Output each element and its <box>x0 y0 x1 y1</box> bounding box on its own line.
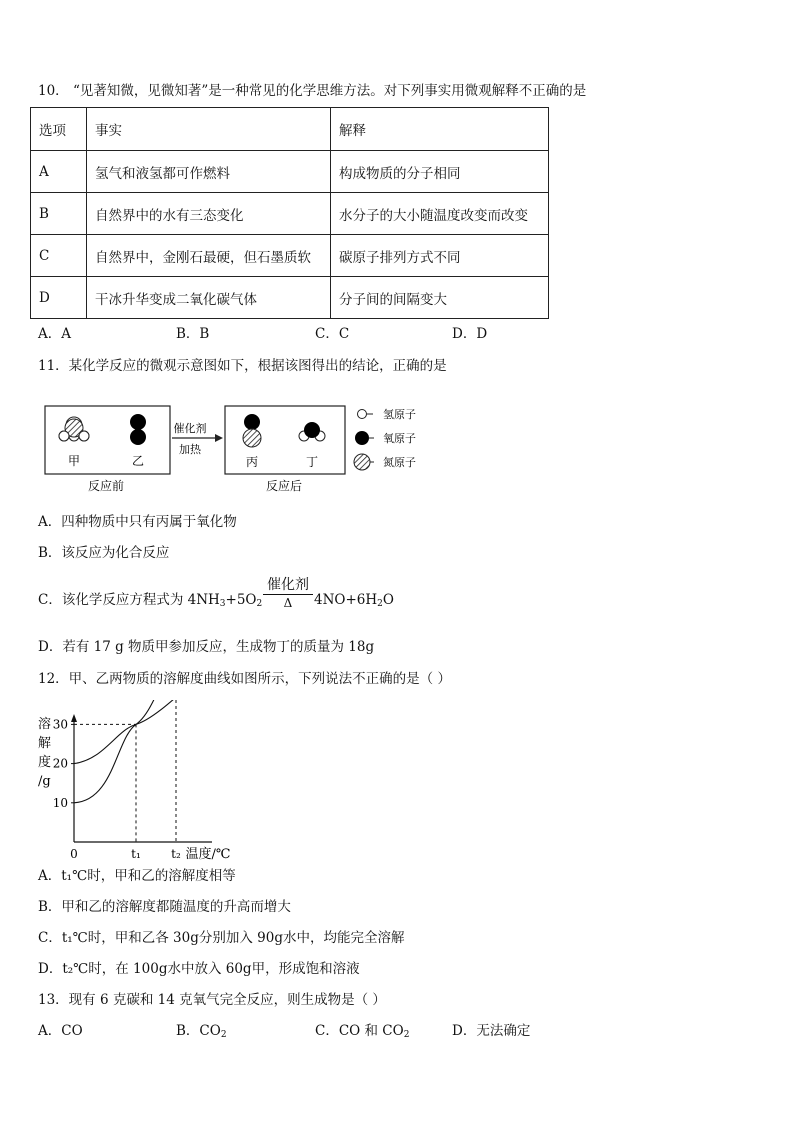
legend-oxygen: 氧原子 <box>383 432 416 445</box>
q13-option-a[interactable]: A．CO <box>38 1023 83 1039</box>
x-tick-label: 0 <box>70 847 78 860</box>
q11-option-a[interactable]: A．四种物质中只有丙属于氧化物 <box>38 514 237 530</box>
q12-option-a[interactable]: A．t₁℃时，甲和乙的溶解度相等 <box>38 868 236 884</box>
table-row <box>31 235 549 277</box>
q11-option-b[interactable]: B．该反应为化合反应 <box>38 545 170 561</box>
q11-option-c[interactable]: C．该化学反应方程式为 $4NH_3+5O_2$ <box>38 592 263 609</box>
y-axis-label: 解 <box>38 736 52 751</box>
q10-table <box>30 107 549 319</box>
legend-nitrogen: 氮原子 <box>383 456 416 469</box>
table-cell: D <box>31 277 87 319</box>
label-yi: 乙 <box>131 454 145 468</box>
equation-rhs: $4NO+6H_2O$ <box>314 592 394 609</box>
table-header-cell: 解释 <box>331 108 549 151</box>
table-header-row <box>31 108 549 151</box>
table-cell: 碳原子排列方式不同 <box>331 235 549 277</box>
table-cell: 分子间的间隔变大 <box>331 277 549 319</box>
x-axis-label: 温度/℃ <box>185 847 231 860</box>
x-tick-label: t₁ <box>131 847 141 860</box>
molecule-jia <box>59 417 89 441</box>
table-cell: A <box>31 151 87 193</box>
equation-condition <box>263 578 313 609</box>
label-bing: 丙 <box>245 455 259 469</box>
series-line-jia <box>74 700 186 803</box>
q10-option-a[interactable]: A．A <box>38 326 71 342</box>
legend <box>354 407 416 470</box>
molecule-yi <box>130 414 146 445</box>
table-header-cell: 事实 <box>87 108 331 151</box>
q11-option-d[interactable]: D．若有 17 g 物质甲参加反应，生成物丁的质量为 18g <box>38 639 375 655</box>
q10-option-c[interactable]: C．C <box>315 326 350 342</box>
y-axis-arrow <box>71 714 77 722</box>
q10-option-d[interactable]: D．D <box>452 326 488 342</box>
legend-hydrogen: 氢原子 <box>383 408 416 421</box>
condition-heat: Δ <box>283 596 293 610</box>
label-jia: 甲 <box>67 454 81 468</box>
q13-option-c[interactable]: C．CO 和 $CO_2$ <box>315 1023 410 1040</box>
y-tick-label: 10 <box>52 795 68 810</box>
arrow-top-label: 催化剂 <box>173 422 207 435</box>
molecule-ding <box>299 422 325 441</box>
table-cell: 干冰升华变成二氧化碳气体 <box>87 277 331 319</box>
solubility-chart <box>34 700 234 860</box>
y-axis-label: 溶 <box>38 717 52 732</box>
q12-option-d[interactable]: D．t₂℃时，在 100g水中放入 60g甲，形成饱和溶液 <box>38 961 360 977</box>
table-cell: 水分子的大小随温度改变而改变 <box>331 193 549 235</box>
table-cell: 自然界中，金刚石最硬，但石墨质软 <box>87 235 331 277</box>
q13-option-b[interactable]: B．$CO_2$ <box>176 1023 227 1040</box>
y-tick-label: 20 <box>52 756 68 771</box>
q13-option-d[interactable]: D．无法确定 <box>452 1023 531 1039</box>
q11-stem: 11．某化学反应的微观示意图如下，根据该图得出的结论，正确的是 <box>38 358 447 374</box>
table-header-cell: 选项 <box>31 108 87 151</box>
q12-option-c[interactable]: C．t₁℃时，甲和乙各 30g分别加入 90g水中，均能完全溶解 <box>38 930 405 946</box>
table-row <box>31 193 549 235</box>
reaction-diagram <box>40 398 440 498</box>
arrow-bottom-label: 加热 <box>179 443 201 456</box>
table-cell: 构成物质的分子相同 <box>331 151 549 193</box>
table-row <box>31 151 549 193</box>
q13-stem: 13．现有 6 克碳和 14 克氧气完全反应，则生成物是（ ） <box>38 992 386 1008</box>
y-tick-label: 30 <box>52 717 68 732</box>
label-before: 反应前 <box>87 479 125 493</box>
label-ding: 丁 <box>305 455 319 469</box>
q12-option-b[interactable]: B．甲和乙的溶解度都随温度的升高而增大 <box>38 899 291 915</box>
table-cell: C <box>31 235 87 277</box>
table-cell: 自然界中的水有三态变化 <box>87 193 331 235</box>
molecule-bing <box>243 414 261 447</box>
table-row <box>31 277 549 319</box>
series-line-yi <box>74 700 206 764</box>
condition-catalyst: 催化剂 <box>267 577 309 593</box>
q10-option-b[interactable]: B．B <box>176 326 210 342</box>
label-after: 反应后 <box>265 479 303 493</box>
equation-lhs: C．该化学反应方程式为 4NH <box>38 592 220 608</box>
table-cell: B <box>31 193 87 235</box>
q12-stem: 12．甲、乙两物质的溶解度曲线如图所示，下列说法不正确的是（ ） <box>38 671 451 687</box>
x-tick-label: t₂ <box>171 847 181 860</box>
y-axis-label: /g <box>38 774 51 789</box>
y-axis-label: 度 <box>38 755 52 770</box>
table-cell: 氢气和液氢都可作燃料 <box>87 151 331 193</box>
q10-stem: 10． “见著知微，见微知著”是一种常见的化学思维方法。对下列事实用微观解释不正确的是 <box>38 83 587 99</box>
